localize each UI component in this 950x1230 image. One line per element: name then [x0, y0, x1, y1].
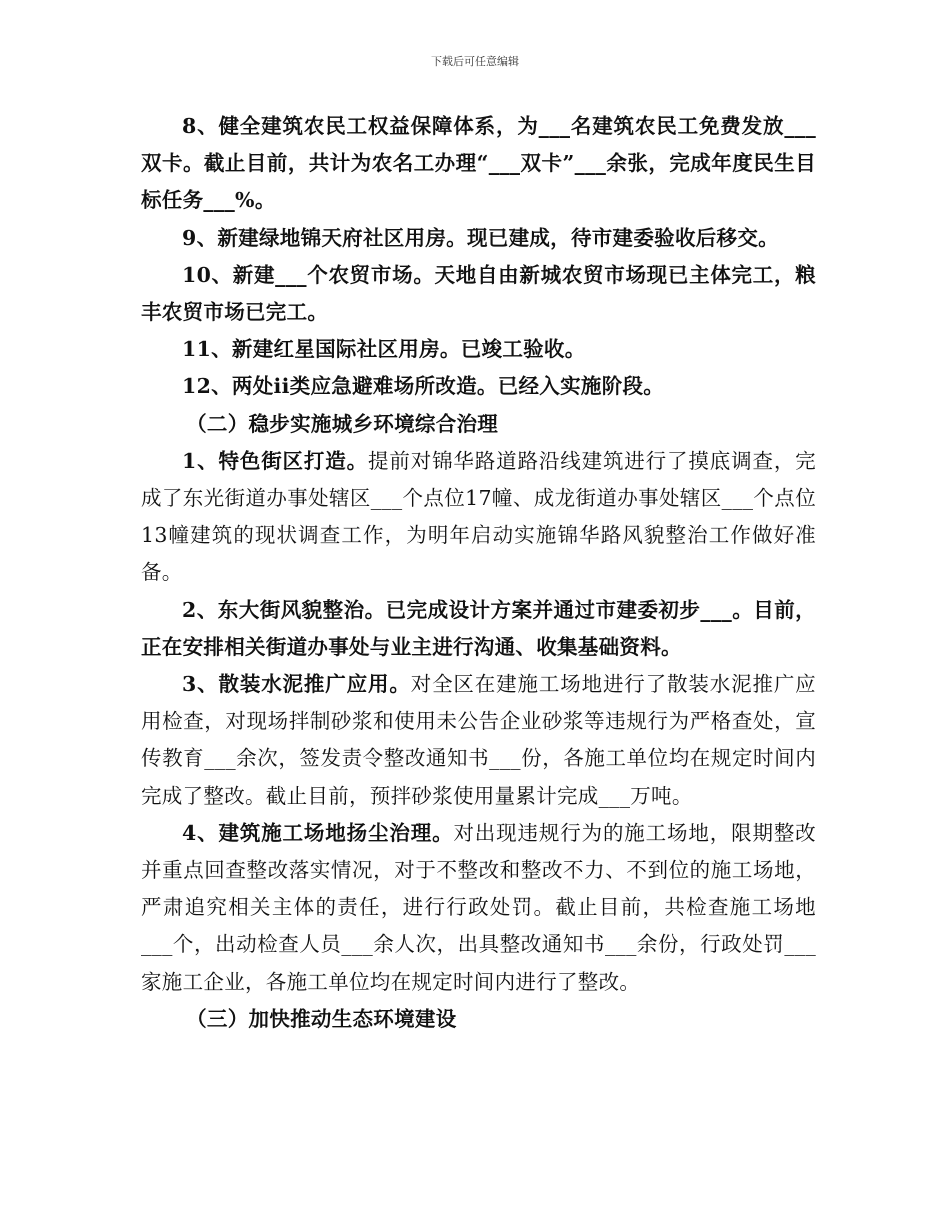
paragraph-s4 [141, 815, 816, 1001]
section-heading-3: （三）加快推动生态环境建设 [186, 1006, 457, 1031]
paragraph-s1-title: 1、特色街区打造。 [182, 448, 368, 473]
paragraph-s4-body: 对出现违规行为的施工场地，限期整改并重点回查整改落实情况，对于不整改和整改不力、不到位的施工场地，严肃追究相关主体的责任，进行行政处罚。截止目前，共检查施工场地___个，出动检查人员___余人次，出具整改通知书___余份，行政处罚___家施工企业，各施工单位均在规定时间内进行了整改。 [141, 820, 816, 994]
paragraph-item-12: 12、两处ii类应急避难场所改造。已经入实施阶段。 [182, 374, 665, 399]
paragraph-s2: 2、东大街风貌整治。已完成设计方案并通过市建委初步___。目前，正在安排相关街道办事处与业主进行沟通、收集基础资料。 [141, 597, 816, 659]
paragraph-s1 [141, 443, 816, 592]
paragraph-s1-body: 提前对锦华路道路沿线建筑进行了摸底调查，完成了东光街道办事处辖区___个点位17幢、成龙街道办事处辖区___个点位13幢建筑的现状调查工作，为明年启动实施锦华路风貌整治工作做好准备。 [141, 448, 816, 585]
paragraph-s4-title: 4、建筑施工场地扬尘治理。 [182, 820, 454, 845]
paragraph-s3-body: 对全区在建施工场地进行了散装水泥推广应用检查，对现场拌制砂浆和使用未公告企业砂浆等违规行为严格查处，宣传教育___余次，签发责令整改通知书___份，各施工单位均在规定时间内完成了整改。截止目前，预拌砂浆使用量累计完成___万吨。 [141, 672, 816, 808]
document-body [141, 108, 816, 1038]
paragraph-item-8: 8、健全建筑农民工权益保障体系，为___名建筑农民工免费发放___双卡。截止目前，共计为农名工办理“___双卡”___余张，完成年度民生目标任务___%。 [141, 114, 816, 213]
paragraph-item-9: 9、新建绿地锦天府社区用房。现已建成，待市建委验收后移交。 [182, 225, 779, 250]
paragraph-s3-title: 3、散装水泥推广应用。 [182, 672, 411, 697]
paragraph-item-11: 11、新建红星国际社区用房。已竣工验收。 [182, 337, 586, 362]
paragraph-s3 [141, 666, 816, 815]
page-header: 下载后可任意编辑 [431, 55, 519, 68]
section-heading-2: （二）稳步实施城乡环境综合治理 [186, 411, 499, 436]
paragraph-item-10: 10、新建___个农贸市场。天地自由新城农贸市场现已主体完工，粮丰农贸市场已完工。 [141, 262, 816, 325]
